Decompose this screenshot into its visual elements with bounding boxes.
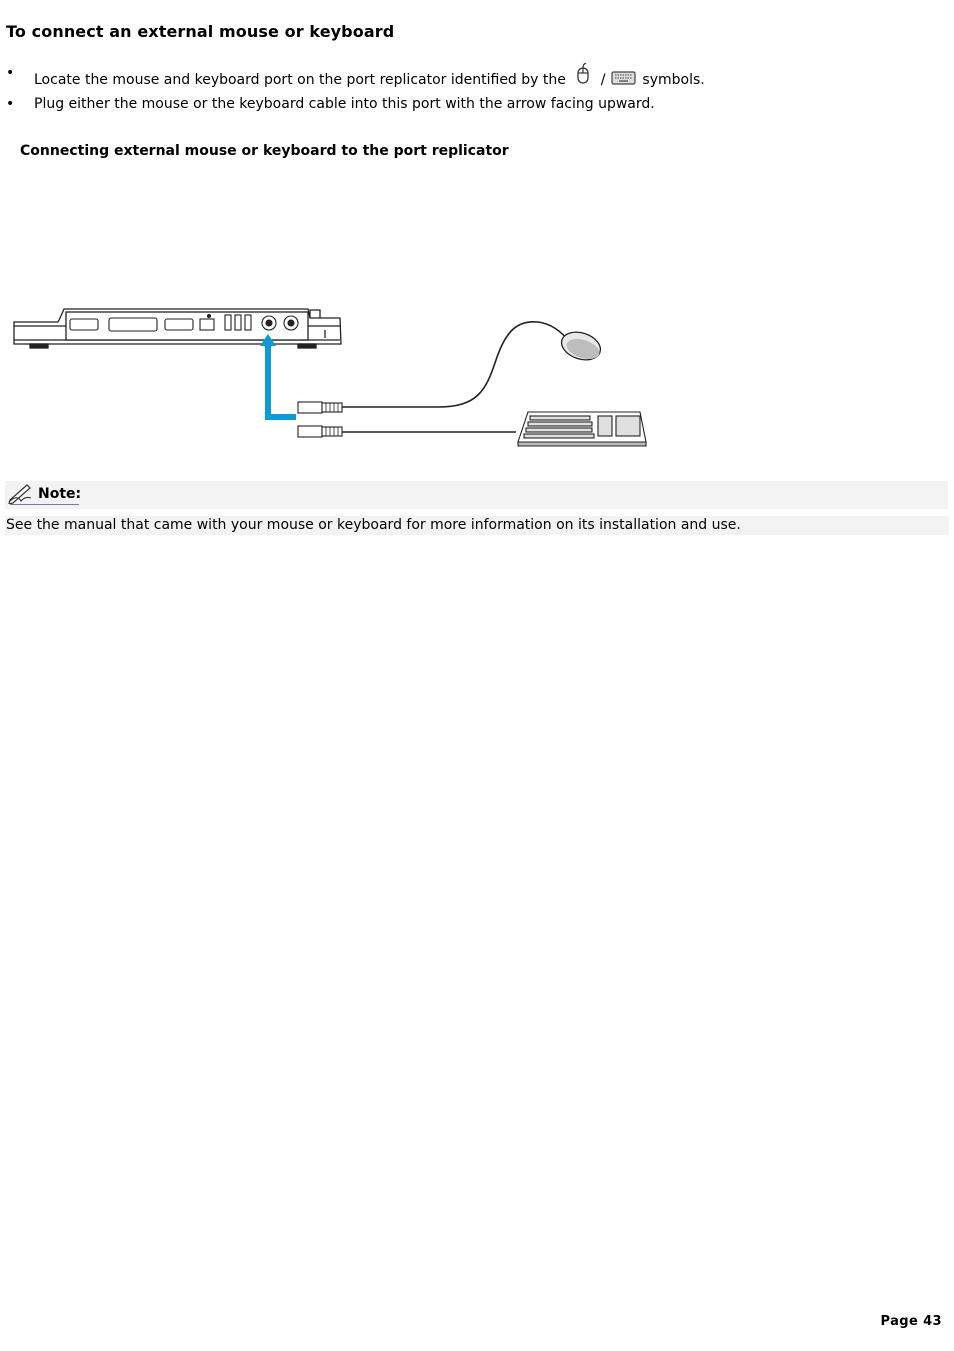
list-item-text: [34, 63, 705, 93]
note-text: See the manual that came with your mouse or keyboard for more information on its installation and use.: [5, 516, 949, 535]
list-item-text-start: Locate the mouse and keyboard port on the port replicator identified by the: [34, 72, 566, 88]
page-number: Page 43: [880, 1314, 942, 1329]
connection-diagram: [8, 300, 653, 450]
figure-caption: Connecting external mouse or keyboard to the port replicator: [20, 143, 509, 159]
icon-separator: /: [600, 72, 606, 88]
keyboard-cable: [298, 426, 516, 437]
mouse-drawing: [558, 327, 604, 364]
keyboard-drawing: [518, 412, 646, 446]
mouse-port-icon: [570, 63, 596, 93]
list-item: [0, 94, 940, 125]
page-heading: To connect an external mouse or keyboard: [6, 22, 395, 41]
instruction-list: [0, 63, 940, 125]
note-underline: [10, 504, 79, 505]
note-header: [5, 481, 948, 509]
list-item: [0, 63, 940, 94]
port-replicator-illustration: [8, 300, 653, 450]
connection-arrow: [260, 334, 296, 420]
bullet-marker: •: [6, 96, 15, 112]
note-label: Note:: [38, 486, 82, 502]
list-item-text: Plug either the mouse or the keyboard cable into this port with the arrow facing upward.: [34, 96, 655, 112]
keyboard-port-icon: [610, 69, 638, 93]
bullet-marker: •: [6, 65, 15, 81]
list-item-text-end: symbols.: [642, 72, 705, 88]
